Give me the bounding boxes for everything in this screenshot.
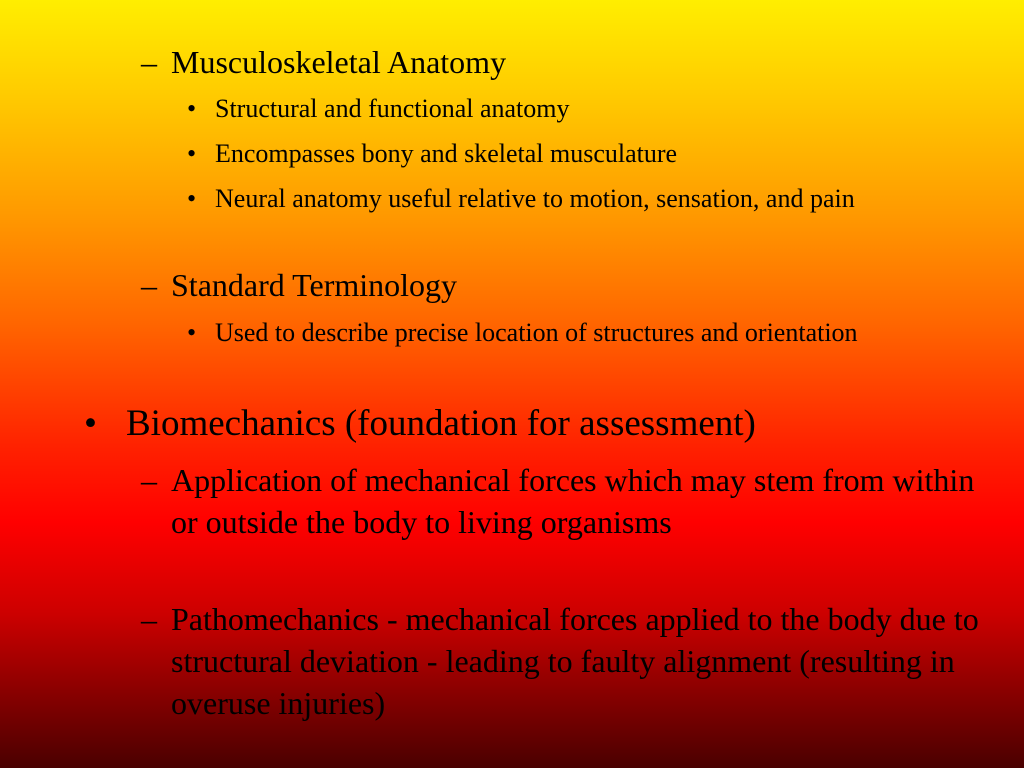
bullet-text: Application of mechanical forces which may stem from within or outside the body to living organisms xyxy=(171,462,975,540)
bullet-structural-functional xyxy=(187,92,1002,126)
bullet-marker: • xyxy=(187,318,197,347)
dash-marker: – xyxy=(141,44,157,80)
bullet-text: Structural and functional anatomy xyxy=(215,94,570,123)
bullet-application-forces xyxy=(141,459,991,543)
bullet-marker: • xyxy=(187,184,197,213)
bullet-standard-terminology xyxy=(141,264,1001,306)
bullet-marker: • xyxy=(187,139,197,168)
bullet-text: Standard Terminology xyxy=(171,267,458,303)
bullet-biomechanics xyxy=(84,401,984,447)
dash-marker: – xyxy=(141,267,157,303)
bullet-text: Neural anatomy useful relative to motion, sensation, and pain xyxy=(215,184,855,213)
bullet-pathomechanics xyxy=(141,598,991,724)
dash-marker: – xyxy=(141,462,157,498)
bullet-precise-location xyxy=(187,316,917,350)
bullet-musculoskeletal-anatomy xyxy=(141,41,1001,83)
bullet-neural-anatomy xyxy=(187,182,1002,216)
bullet-bony-skeletal xyxy=(187,137,1002,171)
bullet-text: Musculoskeletal Anatomy xyxy=(171,44,507,80)
bullet-text: Used to describe precise location of structures and orientation xyxy=(215,318,858,347)
bullet-marker: • xyxy=(187,94,197,123)
bullet-text: Biomechanics (foundation for assessment) xyxy=(126,403,756,444)
bullet-marker: • xyxy=(84,403,97,444)
dash-marker: – xyxy=(141,601,157,637)
bullet-text: Pathomechanics - mechanical forces applied to the body due to structural deviation - leading to faulty alignment (resulting in overuse injuries) xyxy=(171,601,979,721)
bullet-text: Encompasses bony and skeletal musculature xyxy=(215,139,678,168)
